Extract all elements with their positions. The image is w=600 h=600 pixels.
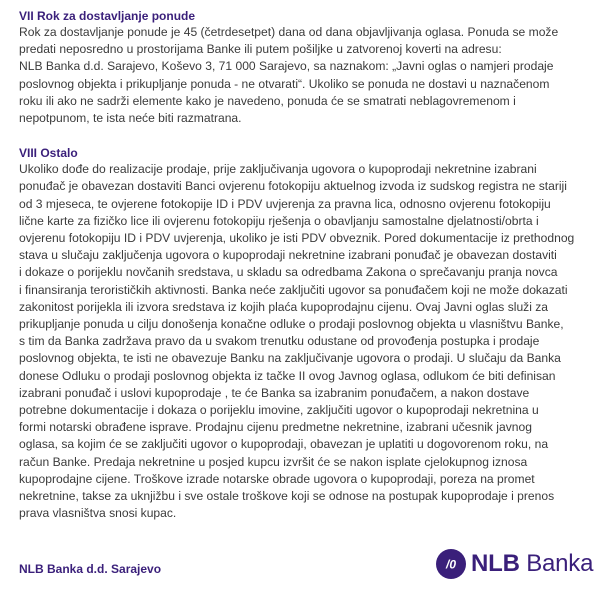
section-8-line: od 3 mjeseca, te ovjerene fotokopije ID i PDV uvjerenja za pravna lica, odnosno ovjerenu fotokopiju <box>19 196 551 211</box>
nlb-logo-mark-icon <box>436 549 466 579</box>
nlb-banka-logo <box>436 547 593 581</box>
section-8-line: s tim da Banka zadržava pravo da u svakom trenutku odustane od provođenja postupka i prodaje <box>19 334 540 349</box>
section-8-line: poslovnog objekta, te isti ne obavezuje Banku na zaključivanje ugovora o prodaji. U slučaju da Banka <box>19 351 561 366</box>
nlb-logo-regular: Banka <box>526 550 594 577</box>
section-8-title: VIII Ostalo <box>19 146 78 161</box>
section-8-line: oglasa, sa kojim će se zaključiti ugovor o kupoprodaji, obavezan je uplatiti u dogovorenom roku, na <box>19 437 549 452</box>
footer-company-name: NLB Banka d.d. Sarajevo <box>19 562 162 576</box>
section-8-line: formi notarski obrađene isprave. Prodajnu cijenu predmetne nekretnine, izabrani učesnik javnog <box>19 420 532 435</box>
section-7-line: predati neposredno u prostorijama Banke ili putem pošiljke u zatvorenoj koverti na adresu: <box>19 42 502 57</box>
nlb-logo-mark-text: /0 <box>445 557 457 572</box>
section-8-line: kupoprodajne cijene. Troškove izrade notarske obrade ugovora o kupoprodaji, poreza na promet <box>19 471 535 486</box>
section-7-line: roku ili ako ne sadrži elemente kako je navedeno, ponuda će se smatrati neblagovremenom i <box>19 93 516 108</box>
section-8-line: izabrani ponuđač i uslovi kupoprodaje , te će Banka sa izabranim ponuđačem, a nakon dostave <box>19 385 530 400</box>
section-8-line: i finansiranja terorističkih aktivnosti. Banka neće zaključiti ugovor sa ponuđačem koji ne može dokazati <box>19 282 568 297</box>
section-7-text <box>19 24 585 127</box>
section-8-line: ovjerenu fotokopiju ID i PDV uvjerenja, ukoliko je isti PDV obveznik. Pored dokumentacije iz prethodnog <box>19 231 575 246</box>
section-8-line: ponuđač je obavezan dostaviti Banci ovjerenu fotokopiju aktuelnog izvoda iz sudskog registra ne stariji <box>19 179 567 194</box>
section-8-line: račun Banke. Predaja nekretnine u posjed kupcu izvršit će se nakon isplate cjelokupnog iznosa <box>19 454 528 469</box>
nlb-logo-wordmark <box>471 550 593 578</box>
section-7-line: poslovnog objekta i prikupljanje ponuda - ne otvarati“. Ukoliko se ponuda ne dostavi u naznačenom <box>19 76 550 91</box>
section-8-line: i dokaze o porijeklu novčanih sredstava, u skladu sa odredbama Zakona o sprečavanju pranja novca <box>19 265 558 280</box>
section-8-line: potrebne dokumentacije i dokaza o porijeklu imovine, zaključiti ugovor o kupoprodaji nekretnina u <box>19 403 539 418</box>
section-8-line: lične karte za fizičko lice ili ovjerenu fotokopiju rješenja o obavljanju samostalne djelatnosti/obrta i <box>19 213 539 228</box>
document-body <box>19 8 585 522</box>
section-8-text <box>19 161 585 522</box>
section-8-line: zakonitost porijekla ili izvora sredstava iz kojih plaća kupoprodajnu cijenu. Ovaj Javni oglas služi za <box>19 299 549 314</box>
section-7-title: VII Rok za dostavljanje ponude <box>19 9 196 23</box>
section-8-line: prava vlasništva snosi kupac. <box>19 506 177 521</box>
section-8-line: stava u slučaju zaključenja ugovora o kupoprodaji nekretnine izabrani ponuđač je obavezan dostaviti <box>19 248 557 263</box>
nlb-logo-glyph-icon <box>436 549 466 579</box>
section-7-line: Rok za dostavljanje ponude je 45 (četrdesetpet) dana od dana objavljivanja oglasa. Ponuda se može <box>19 25 559 39</box>
section-7-line: nepotpunom, te ista neće biti razmatrana. <box>19 111 242 126</box>
nlb-logo-bold: NLB <box>471 550 520 577</box>
section-7-line: NLB Banka d.d. Sarajevo, Koševo 3, 71 000 Sarajevo, sa naznakom: „Javni oglas o namjeri prodaje <box>19 59 554 74</box>
section-8-line: Ukoliko dođe do realizacije prodaje, prije zaključivanja ugovora o kupoprodaji nekretnine izabrani <box>19 162 537 177</box>
section-8-line: donese Odluku o prodaji poslovnog objekta iz tačke II ovog Javnog oglasa, odlukom će biti definisan <box>19 368 556 383</box>
section-8-line: prikupljanje ponuda u cilju donošenja konačne odluke o prodaji poslovnog objekta u vlasništvu Banke, <box>19 317 564 332</box>
section-8-line: nekretnine, takse za uknjižbu i sve ostale troškove koji se odnose na postupak kupoprodaje i prenos <box>19 489 555 504</box>
